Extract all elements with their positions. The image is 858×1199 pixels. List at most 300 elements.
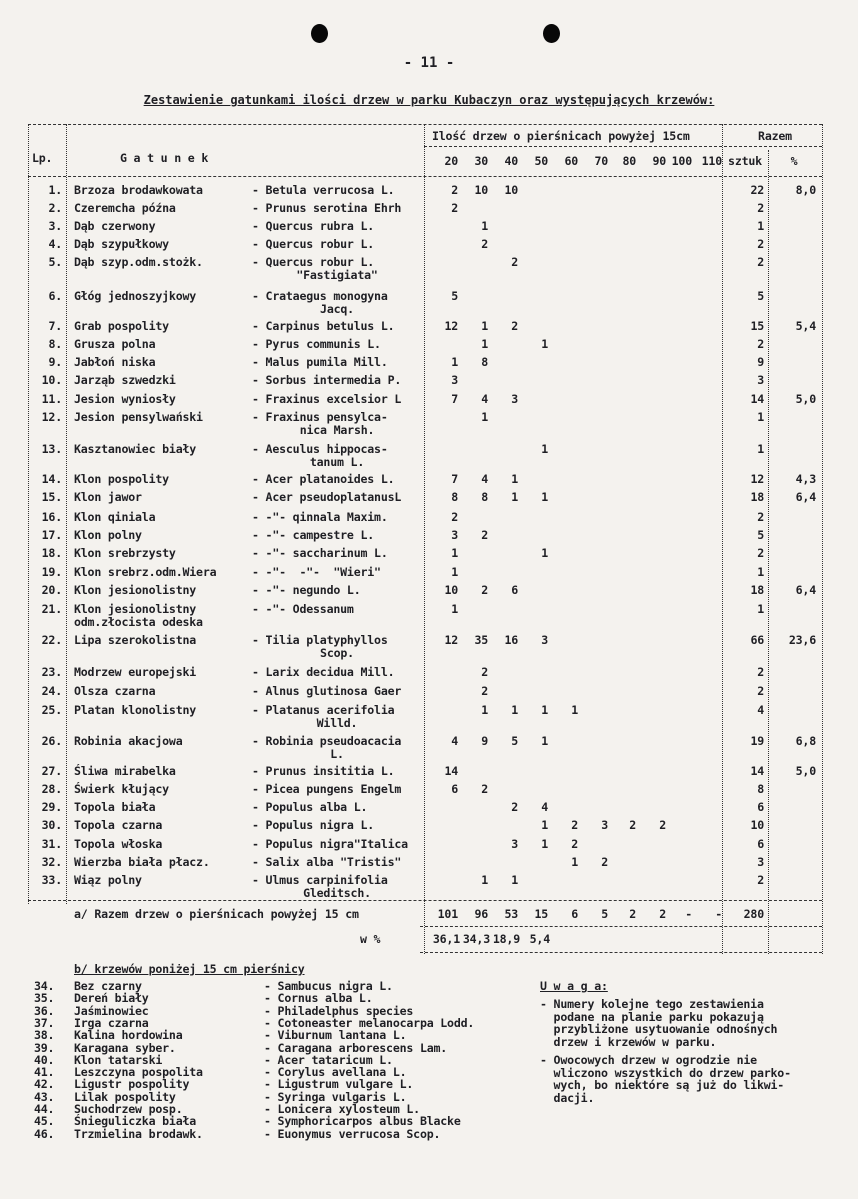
note-1-line: przybliżone usytuowanie odnośnych — [540, 1022, 778, 1036]
row-latin-name-line2: tanum L. — [309, 455, 365, 469]
note-1-line: drzew i krzewów w parku. — [540, 1034, 717, 1049]
row-latin-name: - Acer pseudoplatanusL — [252, 490, 402, 504]
row-total-sztuk: 5 — [757, 528, 764, 542]
percent-bottom-rule — [420, 952, 822, 953]
row-total-sztuk: 6 — [757, 800, 764, 814]
row-count-20: 14 — [444, 764, 458, 778]
row-lp: 33. — [41, 873, 62, 887]
row-latin-name: - Fraxinus pensylca- — [252, 410, 388, 424]
row-total-sztuk: 9 — [757, 355, 764, 369]
row-polish-name: Dąb czerwony — [74, 219, 156, 233]
header-col-110: 110 — [701, 154, 722, 168]
row-count-40: 3 — [511, 837, 518, 851]
row-lp: 8. — [48, 337, 62, 351]
row-latin-name: - Fraxinus excelsior L — [252, 392, 402, 406]
row-polish-name: Grusza polna — [74, 337, 156, 351]
row-count-20: 4 — [451, 734, 458, 748]
total-count-20: 101 — [437, 907, 458, 921]
total-top-rule — [28, 900, 822, 901]
row-count-40: 10 — [504, 183, 518, 197]
row-polish-name: Klon srebrzysty — [74, 546, 176, 560]
row-lp: 13. — [41, 442, 62, 456]
shrub-polish-name: Dereń biały — [74, 991, 149, 1006]
shrub-polish-name: Bez czarny — [74, 979, 142, 993]
row-lp: 16. — [41, 510, 62, 524]
shrub-lp: 46. — [34, 1126, 55, 1141]
row-polish-name: Jesion wyniosły — [74, 392, 176, 406]
row-latin-name: - Ulmus carpinifolia — [252, 873, 388, 887]
row-lp: 31. — [41, 837, 62, 851]
percent-value-50: 5,4 — [529, 932, 550, 946]
row-count-50: 1 — [541, 442, 548, 456]
row-latin-name: - Pyrus communis L. — [252, 337, 381, 351]
row-total-sztuk: 15 — [750, 319, 764, 333]
shrub-latin-name: - Viburnum lantana L. — [264, 1028, 407, 1043]
row-polish-name: Klon qiniala — [74, 510, 156, 524]
row-count-50: 1 — [541, 490, 548, 504]
row-polish-name: Klon jesionolistny — [74, 583, 197, 597]
row-total-sztuk: 19 — [750, 734, 764, 748]
note-2-line: wliczono wszystkich do drzew parko- — [540, 1065, 791, 1080]
shrub-polish-name: Leszczyna pospolita — [74, 1065, 203, 1080]
shrub-latin-name: - Cornus alba L. — [264, 991, 373, 1006]
row-latin-name: - Populus nigra"Italica — [252, 837, 408, 851]
total-count-90: 2 — [659, 907, 666, 921]
row-count-20: 1 — [451, 565, 458, 579]
row-latin-name: - -"- qinnala Maxim. — [252, 510, 388, 524]
row-count-30: 2 — [481, 684, 488, 698]
total-bottom-rule — [420, 926, 822, 927]
shrub-lp: 44. — [34, 1102, 55, 1116]
header-razem: Razem — [758, 129, 792, 143]
shrub-polish-name: Śnieguliczka biała — [74, 1114, 197, 1129]
row-count-20: 5 — [451, 289, 458, 303]
row-count-70: 3 — [601, 818, 608, 832]
row-count-20: 7 — [451, 392, 458, 406]
row-count-40: 2 — [511, 319, 518, 333]
shrub-lp: 38. — [34, 1028, 55, 1043]
row-polish-name: Dąb szyp.odm.stożk. — [74, 255, 203, 269]
row-total-sztuk: 12 — [750, 472, 764, 486]
row-count-60: 1 — [571, 855, 578, 869]
row-count-20: 1 — [451, 546, 458, 560]
row-count-20: 1 — [451, 602, 458, 616]
row-polish-name: Platan klonolistny — [74, 703, 197, 717]
header-col-60: 60 — [564, 154, 578, 168]
row-total-sztuk: 3 — [757, 855, 764, 869]
row-latin-name: - Aesculus hippocas- — [252, 442, 388, 456]
row-lp: 27. — [41, 764, 62, 778]
row-total-sztuk: 14 — [750, 764, 764, 778]
row-count-30: 2 — [481, 583, 488, 597]
row-count-30: 2 — [481, 782, 488, 796]
row-count-40: 2 — [511, 800, 518, 814]
row-count-60: 2 — [571, 818, 578, 832]
row-lp: 14. — [41, 472, 62, 486]
row-count-20: 2 — [451, 201, 458, 215]
row-count-20: 12 — [444, 633, 458, 647]
header-col-80: 80 — [622, 154, 636, 168]
header-col-90: 90 — [652, 154, 666, 168]
row-latin-name: - -"- saccharinum L. — [252, 546, 388, 560]
row-latin-name-line2: Gleditsch. — [303, 886, 371, 900]
row-count-20: 6 — [451, 782, 458, 796]
shrub-polish-name: Lilak pospolity — [74, 1089, 176, 1104]
shrub-lp: 42. — [34, 1077, 55, 1092]
row-latin-name: - Salix alba "Tristis" — [252, 855, 402, 869]
page-number: - 11 - — [403, 55, 455, 71]
shrub-latin-name: - Euonymus verrucosa Scop. — [264, 1126, 441, 1141]
row-latin-name-line2: Jacq. — [320, 302, 354, 316]
row-total-sztuk: 1 — [757, 565, 764, 579]
row-total-sztuk: 2 — [757, 684, 764, 698]
row-count-50: 1 — [541, 734, 548, 748]
row-count-30: 10 — [474, 183, 488, 197]
row-latin-name: - Carpinus betulus L. — [252, 319, 395, 333]
punch-hole-right — [543, 24, 560, 43]
row-lp: 2. — [48, 201, 62, 215]
total-label: a/ Razem drzew o pierśnicach powyżej 15 cm — [74, 907, 359, 921]
row-total-sztuk: 2 — [757, 337, 764, 351]
lp-col-rule — [66, 124, 67, 904]
row-latin-name: - Prunus insititia L. — [252, 764, 395, 778]
row-count-30: 4 — [481, 392, 488, 406]
header-col-70: 70 — [594, 154, 608, 168]
row-total-sztuk: 2 — [757, 873, 764, 887]
row-polish-name: Olsza czarna — [74, 684, 156, 698]
shrub-latin-name: - Sambucus nigra L. — [264, 979, 393, 993]
row-total-sztuk: 4 — [757, 703, 764, 717]
row-total-sztuk: 2 — [757, 546, 764, 560]
shrub-lp: 35. — [34, 991, 55, 1006]
total-count-30: 96 — [474, 907, 488, 921]
row-pct: 23,6 — [788, 633, 816, 647]
total-sztuk: 280 — [743, 907, 764, 921]
row-polish-name: Kasztanowiec biały — [74, 442, 197, 456]
row-total-sztuk: 2 — [757, 201, 764, 215]
row-count-40: 5 — [511, 734, 518, 748]
row-total-sztuk: 18 — [750, 583, 764, 597]
row-lp: 24. — [41, 684, 62, 698]
shrub-lp: 39. — [34, 1040, 55, 1055]
note-2-line: wych, bo niektóre są już do likwi- — [540, 1078, 785, 1092]
header-col-20: 20 — [444, 154, 458, 168]
row-count-20: 1 — [451, 355, 458, 369]
row-latin-name: - Malus pumila Mill. — [252, 355, 388, 369]
row-polish-name: Klon jawor — [74, 490, 142, 504]
shrub-latin-name: - Corylus avellana L. — [264, 1065, 407, 1080]
row-count-30: 1 — [481, 319, 488, 333]
shrub-latin-name: - Syringa vulgaris L. — [264, 1089, 407, 1104]
row-lp: 4. — [48, 237, 62, 251]
note-2-line: - Owocowych drzew w ogrodzie nie — [540, 1053, 757, 1067]
row-polish-name: Klon jesionolistny — [74, 602, 197, 616]
row-count-30: 1 — [481, 703, 488, 717]
row-polish-name: Grab pospolity — [74, 319, 169, 333]
row-latin-name-line2: Scop. — [320, 646, 354, 660]
shrub-latin-name: - Cotoneaster melanocarpa Lodd. — [264, 1015, 475, 1030]
row-polish-name: Topola włoska — [74, 837, 163, 851]
row-count-30: 1 — [481, 219, 488, 233]
percent-value-20: 36,1 — [432, 932, 460, 946]
shrub-latin-name: - Ligustrum vulgare L. — [264, 1077, 414, 1092]
row-lp: 25. — [41, 703, 62, 717]
punch-hole-left — [311, 24, 328, 43]
note-2-line: dacji. — [540, 1090, 595, 1105]
row-latin-name: - Platanus acerifolia — [252, 703, 395, 717]
percent-value-30: 34,3 — [462, 932, 490, 946]
row-polish-name: Śliwa mirabelka — [74, 764, 176, 778]
row-count-20: 7 — [451, 472, 458, 486]
row-latin-name: - Larix decidua Mill. — [252, 665, 395, 679]
row-polish-name: Brzoza brodawkowata — [74, 183, 203, 197]
row-lp: 30. — [41, 818, 62, 832]
row-pct: 5,0 — [795, 764, 816, 778]
row-count-50: 4 — [541, 800, 548, 814]
row-lp: 29. — [41, 800, 62, 814]
row-total-sztuk: 3 — [757, 373, 764, 387]
row-pct: 5,4 — [795, 319, 816, 333]
row-lp: 28. — [41, 782, 62, 796]
row-total-sztuk: 2 — [757, 665, 764, 679]
row-count-20: 8 — [451, 490, 458, 504]
row-lp: 20. — [41, 583, 62, 597]
row-polish-name: Głóg jednoszyjkowy — [74, 289, 197, 303]
row-count-20: 10 — [444, 583, 458, 597]
row-lp: 26. — [41, 734, 62, 748]
row-lp: 18. — [41, 546, 62, 560]
shrub-polish-name: Karagana syber. — [74, 1040, 176, 1055]
row-count-40: 1 — [511, 873, 518, 887]
row-count-30: 4 — [481, 472, 488, 486]
shrub-lp: 45. — [34, 1114, 55, 1129]
shrub-lp: 37. — [34, 1015, 55, 1030]
total-count-50: 15 — [534, 907, 548, 921]
row-pct: 4,3 — [795, 472, 816, 486]
row-count-70: 2 — [601, 855, 608, 869]
row-count-50: 1 — [541, 546, 548, 560]
row-latin-name: - Alnus glutinosa Gaer — [252, 684, 402, 698]
row-polish-name: Dąb szypułkowy — [74, 237, 169, 251]
row-latin-name: - -"- -"- "Wieri" — [252, 565, 381, 579]
row-count-60: 2 — [571, 837, 578, 851]
row-polish-name: Wierzba biała płacz. — [74, 855, 210, 869]
row-polish-name-line2: odm.złocista odeska — [74, 615, 203, 629]
shrub-lp: 34. — [34, 979, 55, 993]
row-latin-name-line2: nica Marsh. — [299, 423, 375, 437]
row-total-sztuk: 18 — [750, 490, 764, 504]
row-count-40: 6 — [511, 583, 518, 597]
row-pct: 5,0 — [795, 392, 816, 406]
header-pct: % — [790, 154, 798, 168]
row-count-60: 1 — [571, 703, 578, 717]
row-count-50: 1 — [541, 818, 548, 832]
row-count-30: 1 — [481, 410, 488, 424]
row-latin-name: - Tilia platyphyllos — [252, 633, 388, 647]
row-total-sztuk: 22 — [750, 183, 764, 197]
shrub-latin-name: - Caragana arborescens Lam. — [264, 1040, 448, 1055]
row-polish-name: Jabłoń niska — [74, 355, 156, 369]
row-latin-name: - Sorbus intermedia P. — [252, 373, 402, 387]
row-count-20: 2 — [451, 510, 458, 524]
row-polish-name: Topola biała — [74, 800, 156, 814]
row-latin-name: - Populus nigra L. — [252, 818, 375, 832]
row-count-40: 3 — [511, 392, 518, 406]
row-polish-name: Lipa szerokolistna — [74, 633, 197, 647]
row-polish-name: Modrzew europejski — [74, 665, 197, 679]
row-count-30: 2 — [481, 528, 488, 542]
row-count-20: 3 — [451, 373, 458, 387]
left-border-rule — [28, 124, 29, 904]
shrub-polish-name: Trzmielina brodawk. — [74, 1126, 203, 1141]
row-lp: 11. — [41, 392, 62, 406]
pct-left-rule — [768, 150, 769, 954]
shrub-polish-name: Ligustr pospolity — [74, 1077, 190, 1092]
shrub-latin-name: - Philadelphus species — [264, 1003, 414, 1018]
header-lp: Lp. — [32, 151, 53, 165]
row-latin-name: - Crataegus monogyna — [252, 289, 388, 303]
row-lp: 22. — [41, 633, 62, 647]
row-count-30: 8 — [481, 490, 488, 504]
percent-value-40: 18,9 — [492, 932, 520, 946]
header-mid-rule — [424, 146, 822, 147]
row-latin-name: - -"- campestre L. — [252, 528, 375, 542]
row-lp: 15. — [41, 490, 62, 504]
row-count-50: 1 — [541, 337, 548, 351]
row-pct: 8,0 — [795, 183, 816, 197]
row-count-80: 2 — [629, 818, 636, 832]
row-count-90: 2 — [659, 818, 666, 832]
row-count-30: 1 — [481, 337, 488, 351]
row-polish-name: Klon pospolity — [74, 472, 169, 486]
header-col-50: 50 — [534, 154, 548, 168]
row-lp: 3. — [48, 219, 62, 233]
row-count-40: 16 — [504, 633, 518, 647]
shrub-polish-name: Kalina hordowina — [74, 1028, 183, 1043]
note-1-line: - Numery kolejne tego zestawienia — [540, 997, 764, 1011]
shrub-polish-name: Suchodrzew posp. — [74, 1102, 183, 1116]
header-col-30: 30 — [474, 154, 488, 168]
row-lp: 12. — [41, 410, 62, 424]
header-col-40: 40 — [504, 154, 518, 168]
row-pct: 6,4 — [795, 583, 816, 597]
row-count-50: 1 — [541, 703, 548, 717]
total-count-80: 2 — [629, 907, 636, 921]
row-lp: 7. — [48, 319, 62, 333]
header-count-caption: Ilość drzew o pierśnicach powyżej 15cm — [432, 129, 690, 143]
shrub-polish-name: Klon tatarski — [74, 1052, 163, 1067]
shrub-polish-name: Irga czarna — [74, 1015, 149, 1030]
row-lp: 10. — [41, 373, 62, 387]
row-total-sztuk: 2 — [757, 255, 764, 269]
header-gatunek: G a t u n e k — [120, 151, 209, 165]
row-polish-name: Jesion pensylwański — [74, 410, 203, 424]
row-count-40: 2 — [511, 255, 518, 269]
row-lp: 9. — [48, 355, 62, 369]
table-top-rule — [28, 124, 822, 125]
shrub-latin-name: - Lonicera xylosteum L. — [264, 1102, 420, 1116]
row-latin-name: - -"- negundo L. — [252, 583, 361, 597]
row-count-20: 3 — [451, 528, 458, 542]
row-total-sztuk: 1 — [757, 602, 764, 616]
row-pct: 6,8 — [795, 734, 816, 748]
shrubs-heading: b/ krzewów poniżej 15 cm pierśnicy — [74, 962, 305, 976]
shrub-lp: 36. — [34, 1003, 55, 1018]
row-count-30: 8 — [481, 355, 488, 369]
row-lp: 1. — [48, 183, 62, 197]
row-count-20: 2 — [451, 183, 458, 197]
row-polish-name: Topola czarna — [74, 818, 163, 832]
row-latin-name: - Robinia pseudoacacia — [252, 734, 402, 748]
notes-heading: U w a g a: — [540, 979, 608, 993]
row-lp: 17. — [41, 528, 62, 542]
row-count-30: 1 — [481, 873, 488, 887]
row-polish-name: Czeremcha późna — [74, 201, 176, 215]
row-count-30: 9 — [481, 734, 488, 748]
row-total-sztuk: 2 — [757, 237, 764, 251]
row-total-sztuk: 66 — [750, 633, 764, 647]
row-polish-name: Wiąz polny — [74, 873, 142, 887]
row-latin-name: - Acer platanoides L. — [252, 472, 395, 486]
row-count-50: 3 — [541, 633, 548, 647]
shrub-lp: 40. — [34, 1052, 55, 1067]
shrub-polish-name: Jaśminowiec — [74, 1003, 149, 1018]
row-latin-name: - Populus alba L. — [252, 800, 368, 814]
row-total-sztuk: 5 — [757, 289, 764, 303]
total-count-100: - — [685, 907, 692, 921]
row-latin-name: - Quercus robur L. — [252, 255, 375, 269]
row-latin-name-line2: Willd. — [316, 716, 358, 730]
row-latin-name-line2: "Fastigiata" — [296, 268, 378, 282]
row-count-30: 2 — [481, 665, 488, 679]
row-polish-name: Świerk kłujący — [74, 782, 169, 796]
row-count-40: 1 — [511, 490, 518, 504]
shrub-latin-name: - Acer tataricum L. — [264, 1052, 393, 1067]
percent-label: w % — [360, 932, 381, 946]
row-total-sztuk: 10 — [750, 818, 764, 832]
row-total-sztuk: 2 — [757, 510, 764, 524]
row-lp: 32. — [41, 855, 62, 869]
row-latin-name: - Picea pungens Engelm — [252, 782, 402, 796]
row-total-sztuk: 1 — [757, 442, 764, 456]
row-total-sztuk: 8 — [757, 782, 764, 796]
shrub-latin-name: - Symphoricarpos albus Blacke — [264, 1114, 461, 1129]
note-1-line: podane na planie parku pokazują — [540, 1009, 764, 1024]
row-latin-name: - Prunus serotina Ehrh — [252, 201, 402, 215]
header-col-100: 100 — [671, 154, 692, 168]
row-count-40: 1 — [511, 472, 518, 486]
total-count-60: 6 — [571, 907, 578, 921]
row-latin-name: - Betula verrucosa L. — [252, 183, 395, 197]
right-border-rule — [822, 124, 823, 954]
row-count-30: 2 — [481, 237, 488, 251]
row-latin-name: - Quercus robur L. — [252, 237, 375, 251]
row-pct: 6,4 — [795, 490, 816, 504]
row-latin-name-line2: L. — [330, 747, 344, 761]
row-lp: 19. — [41, 565, 62, 579]
row-count-20: 12 — [444, 319, 458, 333]
total-count-110: - — [715, 907, 722, 921]
row-count-30: 35 — [474, 633, 488, 647]
total-count-70: 5 — [601, 907, 608, 921]
page-title: Zestawienie gatunkami ilości drzew w parku Kubaczyn oraz występujących krzewów: — [143, 93, 715, 107]
row-lp: 23. — [41, 665, 62, 679]
shrub-lp: 41. — [34, 1065, 55, 1080]
header-sztuk: sztuk — [728, 154, 762, 168]
row-count-50: 1 — [541, 837, 548, 851]
row-count-40: 1 — [511, 703, 518, 717]
row-latin-name: - -"- Odessanum — [252, 602, 354, 616]
